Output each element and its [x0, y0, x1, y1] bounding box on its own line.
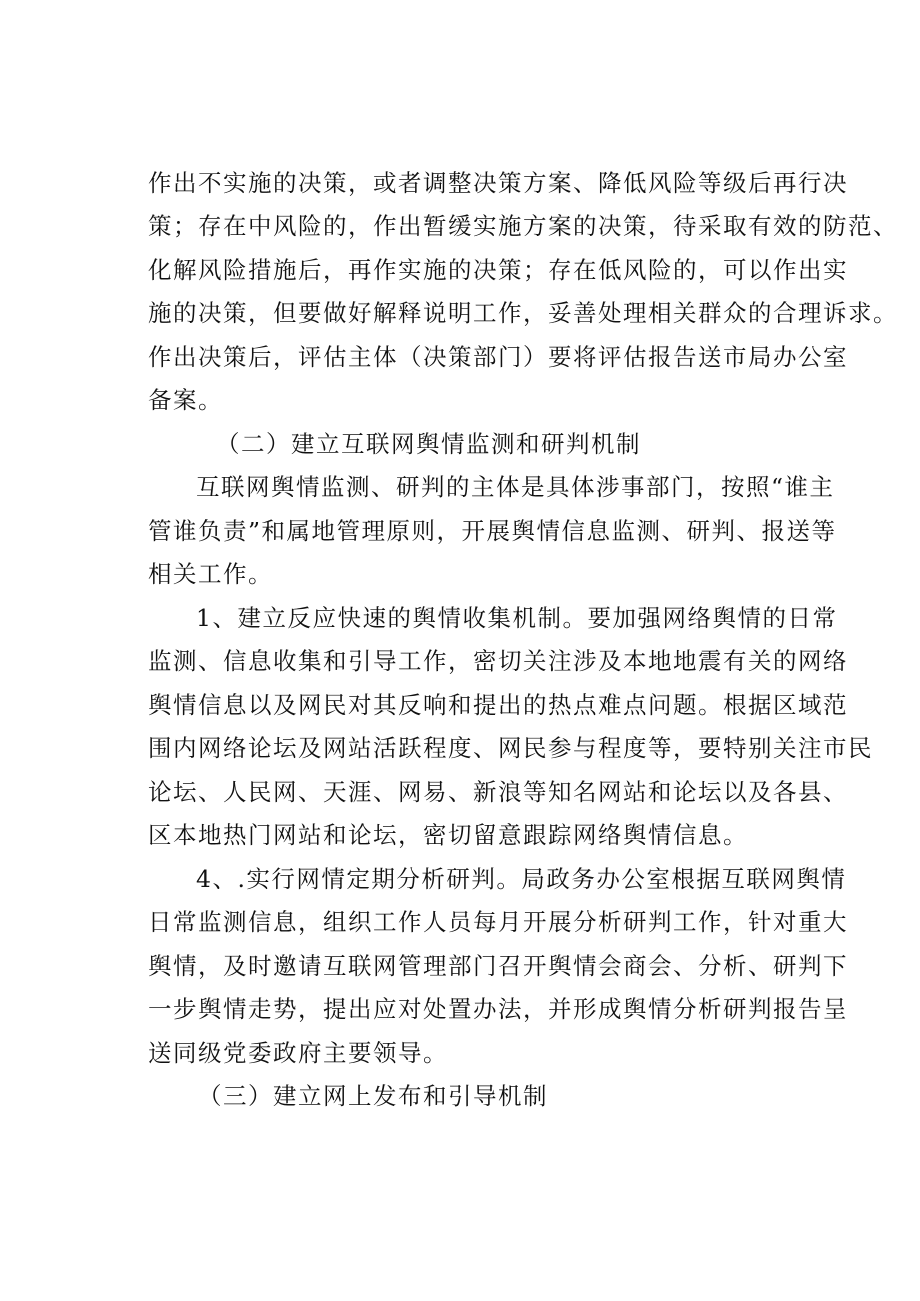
paragraph-line: 舆情信息以及网民对其反响和提出的热点难点问题。根据区域范 [148, 691, 848, 719]
paragraph-line: 送同级党委政府主要领导。 [148, 1039, 448, 1067]
paragraph-line: 舆情，及时邀请互联网管理部门召开舆情会商会、分析、研判下 [148, 952, 848, 980]
paragraph-line: 备案。 [148, 386, 223, 414]
section-heading: （三）建立网上发布和引导机制 [198, 1082, 548, 1110]
paragraph-line: 管谁负责”和属地管理原则，开展舆情信息监测、研判、报送等 [148, 517, 837, 545]
paragraph-line: 作出不实施的决策，或者调整决策方案、降低风险等级后再行决 [148, 169, 848, 197]
paragraph-line: 4、.实行网情定期分析研判。局政务办公室根据互联网舆情 [196, 865, 847, 893]
paragraph-line: 围内网络论坛及网站活跃程度、网民参与程度等，要特别关注市民 [148, 734, 873, 762]
paragraph-line: 监测、信息收集和引导工作，密切关注涉及本地地震有关的网络 [148, 647, 848, 675]
section-heading: （二）建立互联网舆情监测和研判机制 [216, 430, 641, 458]
paragraph-line: 策；存在中风险的，作出暂缓实施方案的决策，待采取有效的防范、 [148, 212, 898, 240]
paragraph-line: 化解风险措施后，再作实施的决策；存在低风险的，可以作出实 [148, 256, 848, 284]
paragraph-line: 日常监测信息，组织工作人员每月开展分析研判工作，针对重大 [148, 908, 848, 936]
paragraph-line: 作出决策后，评估主体（决策部门）要将评估报告送市局办公室 [148, 343, 848, 371]
paragraph-line: 互联网舆情监测、研判的主体是具体涉事部门，按照“谁主 [196, 473, 835, 501]
paragraph-line: 一步舆情走势，提出应对处置办法，并形成舆情分析研判报告呈 [148, 995, 848, 1023]
paragraph-line: 施的决策，但要做好解释说明工作，妥善处理相关群众的合理诉求。 [148, 299, 898, 327]
paragraph-line: 1、建立反应快速的舆情收集机制。要加强网络舆情的日常 [196, 604, 838, 632]
paragraph-line: 相关工作。 [148, 560, 273, 588]
paragraph-line: 区本地热门网站和论坛，密切留意跟踪网络舆情信息。 [148, 821, 748, 849]
paragraph-line: 论坛、人民网、天涯、网易、新浪等知名网站和论坛以及各县、 [148, 778, 848, 806]
